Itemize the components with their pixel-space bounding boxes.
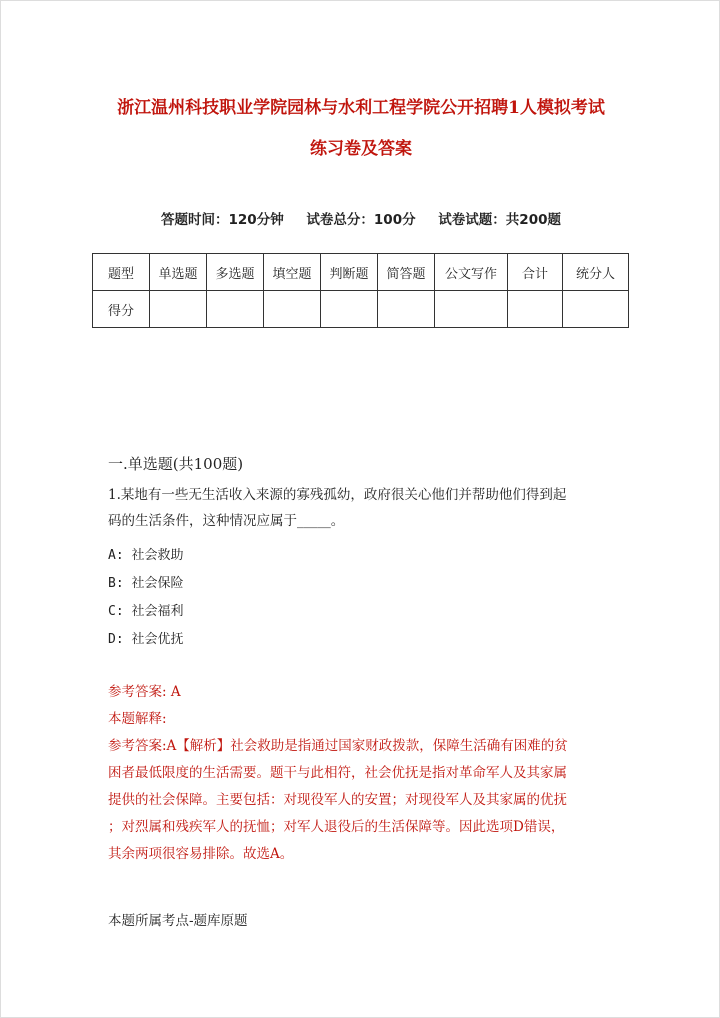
option-d: D: 社会优抚 — [108, 632, 184, 647]
explanation-line: ；对烈属和残疾军人的抚恤；对军人退役后的生活保障等。因此选项D错误， — [108, 819, 565, 835]
score-cell[interactable] — [150, 291, 207, 328]
exam-question-count: 试卷试题：共200题 — [438, 212, 561, 228]
exam-total-score: 试卷总分：100分 — [306, 212, 416, 228]
score-cell[interactable] — [508, 291, 563, 328]
explanation-line: 参考答案:A【解析】社会救助是指通过国家财政拨款，保障生活确有困难的贫 — [108, 738, 568, 754]
exam-time: 答题时间：120分钟 — [161, 212, 284, 228]
option-a: A: 社会救助 — [108, 548, 184, 563]
option-b: B: 社会保险 — [108, 576, 184, 591]
document-title-line-2: 练习卷及答案 — [310, 139, 412, 159]
score-header-cell: 简答题 — [378, 254, 435, 291]
score-table-header-row — [93, 254, 629, 291]
score-cell[interactable] — [321, 291, 378, 328]
score-cell[interactable] — [435, 291, 508, 328]
question-text-line-1: 1.某地有一些无生活收入来源的寡残孤幼，政府很关心他们并帮助他们得到起 — [108, 487, 567, 503]
score-header-cell: 单选题 — [150, 254, 207, 291]
explanation-label: 本题解释: — [108, 711, 167, 727]
explanation-line: 其余两项很容易排除。故选A。 — [108, 846, 294, 862]
score-header-cell: 合计 — [508, 254, 563, 291]
score-header-cell: 多选题 — [207, 254, 264, 291]
score-cell[interactable] — [378, 291, 435, 328]
score-header-cell: 统分人 — [563, 254, 629, 291]
score-cell[interactable] — [264, 291, 321, 328]
score-header-cell: 判断题 — [321, 254, 378, 291]
score-header-cell: 填空题 — [264, 254, 321, 291]
question-text-line-2: 码的生活条件，这种情况应属于_____。 — [108, 513, 345, 529]
score-header-cell: 题型 — [93, 254, 150, 291]
score-header-cell: 公文写作 — [435, 254, 508, 291]
explanation-line: 提供的社会保障。主要包括：对现役军人的安置；对现役军人及其家属的优抚 — [108, 792, 567, 808]
score-row-label: 得分 — [93, 291, 150, 328]
score-cell[interactable] — [207, 291, 264, 328]
score-table — [92, 253, 629, 328]
score-cell[interactable] — [563, 291, 629, 328]
exam-meta — [1, 208, 720, 228]
question-source: 本题所属考点-题库原题 — [108, 913, 248, 929]
explanation-line: 困者最低限度的生活需要。题干与此相符，社会优抚是指对革命军人及其家属 — [108, 765, 567, 781]
reference-answer: 参考答案: A — [108, 684, 181, 700]
section-heading: 一.单选题(共100题) — [108, 455, 244, 473]
option-c: C: 社会福利 — [108, 604, 184, 619]
score-table-score-row — [93, 291, 629, 328]
document-title-line-1: 浙江温州科技职业学院园林与水利工程学院公开招聘1人模拟考试 — [117, 98, 605, 118]
